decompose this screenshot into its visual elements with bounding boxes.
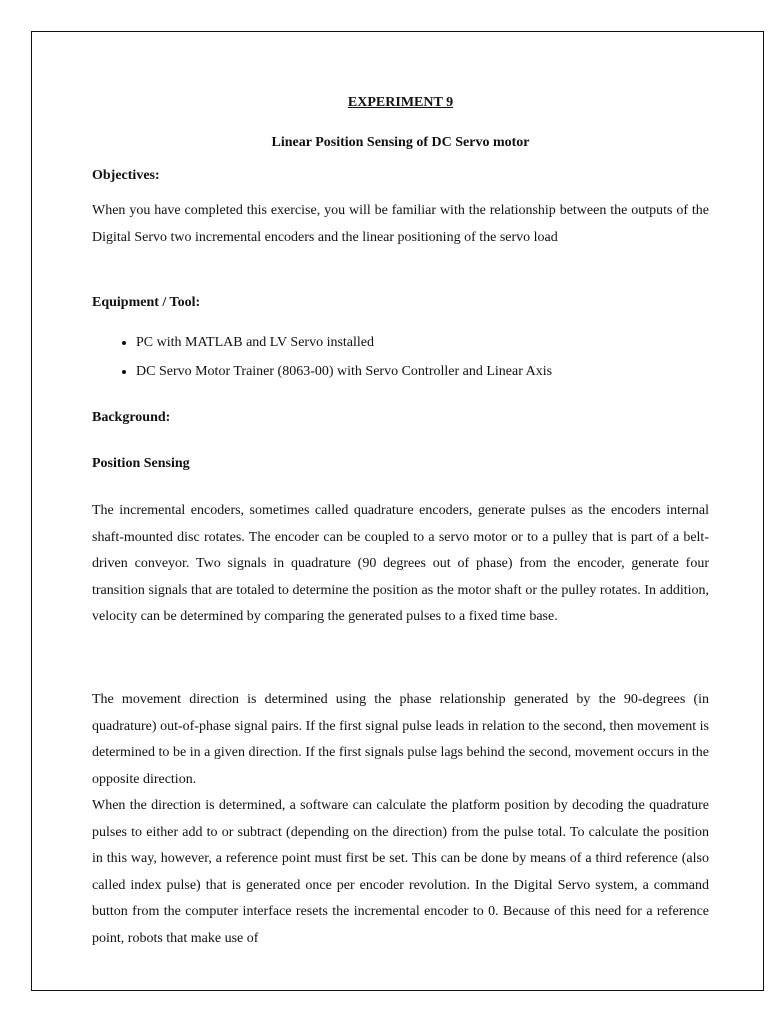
position-sensing-heading: Position Sensing <box>92 456 190 471</box>
background-heading: Background: <box>92 410 171 425</box>
page-subtitle: Linear Position Sensing of DC Servo motor <box>271 135 530 150</box>
equipment-item: • PC with MATLAB and LV Servo installed <box>136 328 753 357</box>
body-paragraph: The incremental encoders, sometimes called quadrature encoders, generate pulses as the encoders internal shaft-mounted disc rotates. The encoder can be coupled to a servo motor or to a pulley that is part of a belt-driven conveyor. Two signals in quadrature (90 degrees out of phase) from the encoder, generate four transition signals that are totaled to determine the position as the motor shaft or the pulley rotates. In addition, velocity can be determined by comparing the generated pulses to a fixed time base. <box>92 503 709 624</box>
page-frame <box>31 31 764 991</box>
objectives-heading: Objectives: <box>92 168 160 183</box>
equipment-item: • DC Servo Motor Trainer (8063-00) with Servo Controller and Linear Axis <box>136 357 753 386</box>
equipment-heading: Equipment / Tool: <box>92 295 201 310</box>
body-paragraph: When the direction is determined, a software can calculate the platform position by decoding the quadrature pulses to either add to or subtract (depending on the direction) from the pulse total. To calculate the position in this way, however, a reference point must first be set. This can be done by means of a third reference (also called index pulse) that is generated once per encoder revolution. In the Digital Servo system, a command button from the computer interface resets the incremental encoder to 0. Because of this need for a reference point, robots that make use of <box>92 798 709 946</box>
equipment-list <box>92 328 753 386</box>
page-title: EXPERIMENT 9 <box>347 95 454 110</box>
body-paragraph: The movement direction is determined using the phase relationship generated by the 90-degrees (in quadrature) out-of-phase signal pairs. If the first signal pulse leads in relation to the second, then movement is determined to be in a given direction. If the first signals pulse lags behind the second, movement occurs in the opposite direction. <box>92 692 709 787</box>
objectives-paragraph: When you have completed this exercise, you will be familiar with the relationship between the outputs of the Digital Servo two incremental encoders and the linear positioning of the servo load <box>92 203 709 245</box>
